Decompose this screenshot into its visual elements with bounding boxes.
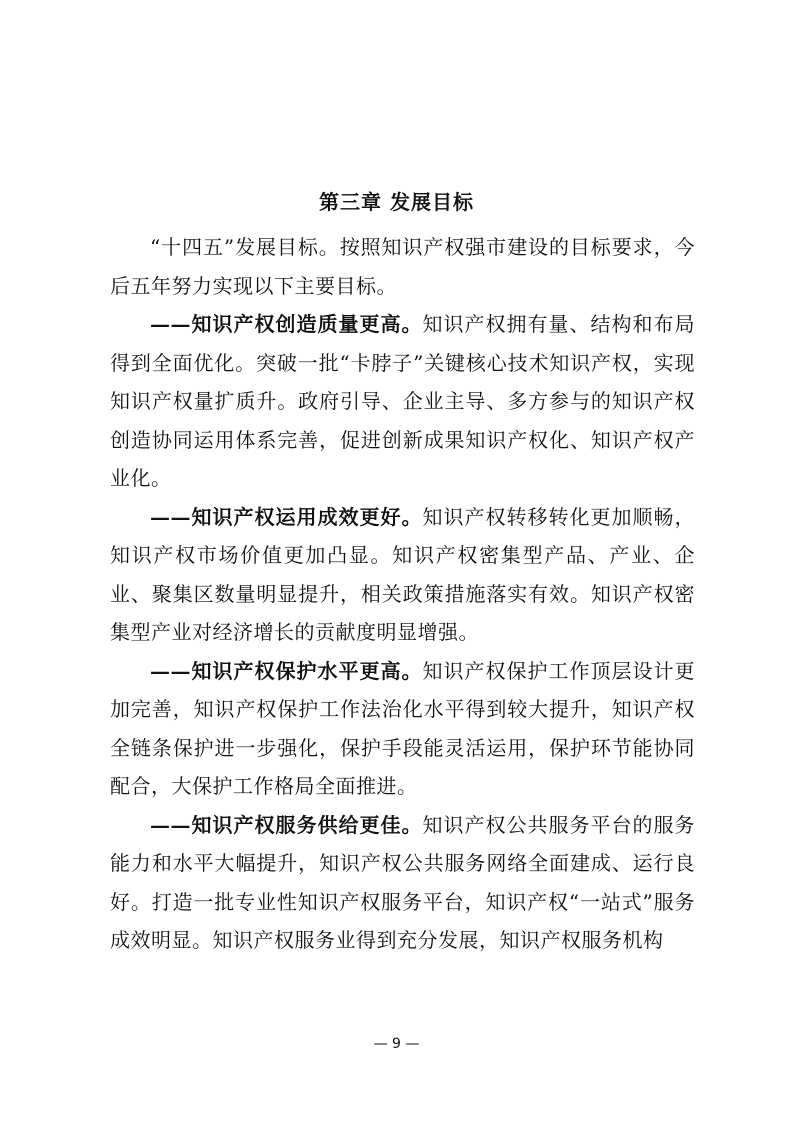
paragraph-text: “十四五”发展目标。按照知识产权强市建设的目标要求，今后五年努力实现以下主要目标。 xyxy=(110,235,695,298)
paragraph-lead: ——知识产权服务供给更佳。 xyxy=(150,812,423,837)
paragraph-text: 知识产权保护工作顶层设计更加完善，知识产权保护工作法治化水平得到较大提升，知识产权全链条保护进一步强化，保护手段能灵活运用，保护环节能协同配合，大保护工作格局全面推进。 xyxy=(110,658,695,798)
paragraph-lead: ——知识产权保护水平更高。 xyxy=(150,658,423,683)
page-number: — 9 — xyxy=(373,1036,420,1052)
paragraph-utilization xyxy=(110,498,695,652)
paragraph-text: 知识产权拥有量、结构和布局得到全面优化。突破一批“卡脖子”关键核心技术知识产权，实现知识产权量扩质升。政府引导、企业主导、多方参与的知识产权创造协同运用体系完善，促进创新成果知识产权化、知识产权产业化。 xyxy=(110,312,695,490)
paragraph-protection xyxy=(110,652,695,806)
body-text xyxy=(110,228,695,960)
chapter-title: 第三章 发展目标 xyxy=(319,190,474,214)
paragraph-text: 知识产权公共服务平台的服务能力和水平大幅提升，知识产权公共服务网络全面建成、运行良好。打造一批专业性知识产权服务平台，知识产权“一站式”服务成效明显。知识产权服务业得到充分发展，知识产权服务机构 xyxy=(110,812,695,952)
paragraph-creation xyxy=(110,305,695,498)
paragraph-text: 知识产权转移转化更加顺畅，知识产权市场价值更加凸显。知识产权密集型产品、产业、企业、聚集区数量明显提升，相关政策措施落实有效。知识产权密集型产业对经济增长的贡献度明显增强。 xyxy=(110,504,695,644)
paragraph-intro xyxy=(110,228,695,305)
paragraph-lead: ——知识产权创造质量更高。 xyxy=(150,312,423,336)
paragraph-lead: ——知识产权运用成效更好。 xyxy=(150,504,423,529)
paragraph-service xyxy=(110,806,695,960)
